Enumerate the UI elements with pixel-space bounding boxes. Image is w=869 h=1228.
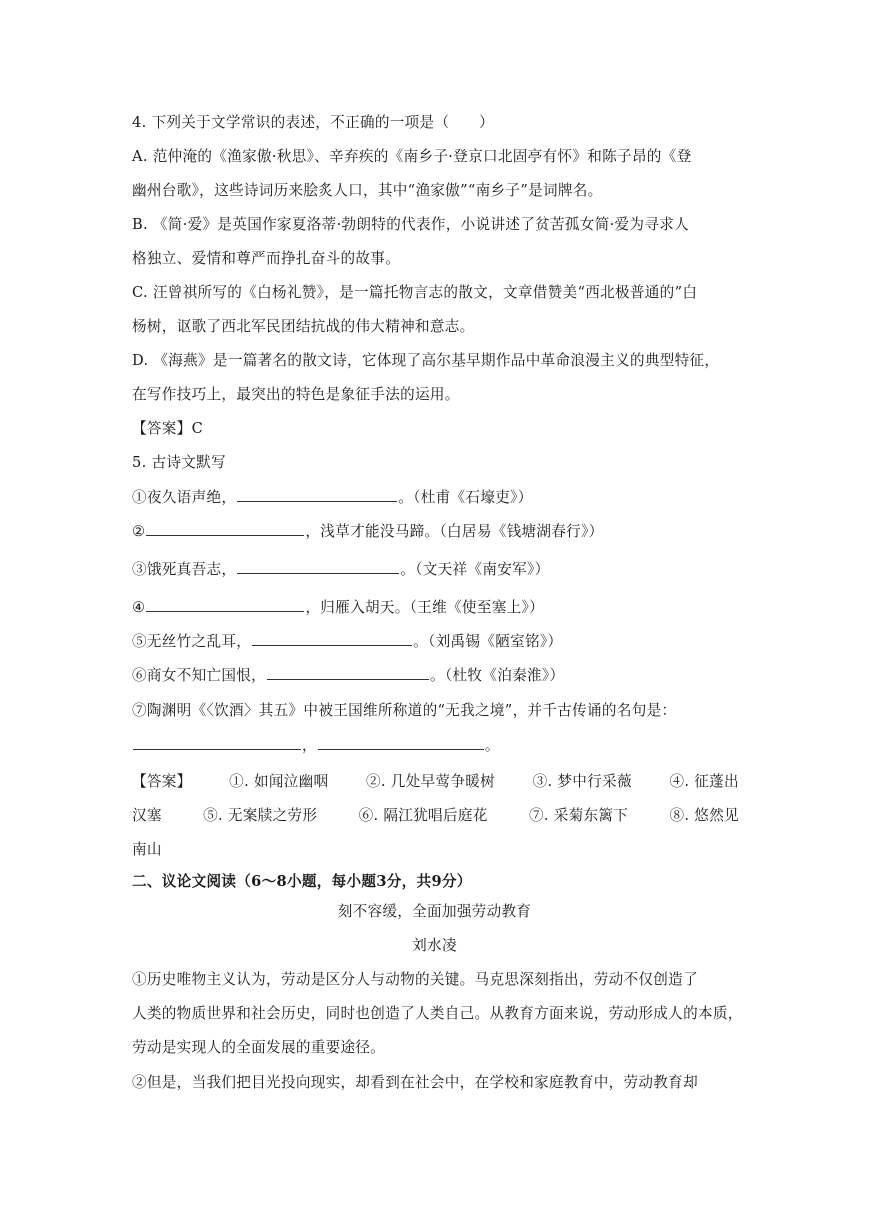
section-heading: 二、议论文阅读（6～8小题，每小题3分，共9分） — [132, 873, 472, 890]
q5-item-4-prefix: ④ — [132, 599, 146, 616]
q4-option-d-line2: 在写作技巧上，最突出的特色是象征手法的运用。 — [132, 386, 460, 403]
q5-item-4-blank[interactable] — [146, 597, 304, 612]
q5-item-4-suffix: ，归雁入胡天。（王维《使至塞上》） — [305, 599, 544, 616]
q5-answer-4-part1: ④. 征蓬出 — [669, 773, 739, 790]
q5-item-6 — [132, 665, 752, 686]
q5-item-5-blank[interactable] — [252, 631, 412, 646]
article-p1-line2: 人类的物质世界和社会历史，同时也创造了人类自己。从教育方面来说，劳动形成人的本质， — [132, 1005, 743, 1022]
q5-stem: 5. 古诗文默写 — [132, 454, 226, 471]
q5-answer-4-part2: 汉塞 — [132, 807, 162, 824]
q5-item-5 — [132, 631, 752, 652]
q4-option-c-line1: C. 汪曾祺所写的《白杨礼赞》，是一篇托物言志的散文，文章借赞美“西北极普通的”白 — [132, 284, 698, 301]
q5-answer-3: ③. 梦中行采薇 — [532, 773, 632, 790]
q5-item-7-blank-2[interactable] — [318, 735, 484, 750]
q5-item-6-prefix: ⑥商女不知亡国恨， — [132, 667, 267, 684]
q4-stem: 4. 下列关于文学常识的表述，不正确的一项是（ ） — [132, 114, 495, 131]
q5-item-5-suffix: 。（刘禹锡《陋室铭》） — [413, 633, 563, 650]
q4-option-a-line2: 幽州台歌》，这些诗词历来脍炙人口，其中“渔家傲”“南乡子”是词牌名。 — [132, 182, 603, 199]
q5-item-6-blank[interactable] — [267, 665, 429, 680]
q4-option-b-line2: 格独立、爱情和尊严而挣扎奋斗的故事。 — [132, 250, 401, 267]
q5-answer-row-3: 南山 — [132, 841, 162, 858]
q4-option-d-line1: D. 《海燕》是一篇著名的散文诗，它体现了高尔基早期作品中革命浪漫主义的典型特征， — [132, 352, 720, 369]
q5-item-1 — [132, 487, 752, 508]
q5-answer-row-2 — [132, 806, 739, 826]
q5-item-7-blank-1[interactable] — [133, 735, 301, 750]
q5-item-2-suffix: ，浅草才能没马蹄。（白居易《钱塘湖春行》） — [305, 523, 604, 540]
q5-item-3-suffix: 。（文天祥《南安军》） — [400, 561, 550, 578]
q5-item-3-prefix: ③饿死真吾志， — [132, 561, 237, 578]
q4-answer: 【答案】C — [132, 420, 204, 437]
q5-item-1-suffix: 。（杜甫《石壕吏》） — [398, 489, 533, 506]
q5-answer-1: ①. 如闻泣幽咽 — [229, 773, 329, 790]
article-title: 刻不容缓，全面加强劳动教育 — [337, 903, 532, 920]
q5-item-2-blank[interactable] — [146, 521, 304, 536]
article-author: 刘水凌 — [412, 937, 457, 954]
q5-item-2-prefix: ② — [132, 523, 146, 540]
q5-answer-5: ⑤. 无案牍之劳形 — [203, 807, 318, 824]
q5-item-3-blank[interactable] — [237, 559, 399, 574]
q5-answer-7: ⑦. 采菊东篱下 — [528, 807, 629, 824]
q5-item-6-suffix: 。（杜牧《泊秦淮》） — [430, 667, 565, 684]
q5-item-7-blanks — [132, 735, 752, 756]
q4-option-a-line1: A. 范仲淹的《渔家傲·秋思》、辛弃疾的《南乡子·登京口北固亭有怀》和陈子昂的《登 — [132, 148, 692, 165]
article-p1-line1: ①历史唯物主义认为，劳动是区分人与动物的关键。马克思深刻指出，劳动不仅创造了 — [132, 971, 698, 988]
q5-item-7-end: 。 — [484, 737, 500, 754]
q5-item-1-blank[interactable] — [237, 487, 397, 502]
article-p1-line3: 劳动是实现人的全面发展的重要途径。 — [132, 1039, 386, 1056]
q4-option-b-line1: B. 《简·爱》是英国作家夏洛蒂·勃朗特的代表作，小说讲述了贫苦孤女简·爱为寻求人 — [132, 216, 690, 233]
q5-item-7: ⑦陶渊明《〈饮酒〉其五》中被王国维所称道的“无我之境”，并千古传诵的名句是： — [132, 702, 677, 719]
q5-item-2 — [132, 521, 752, 542]
q5-answer-6: ⑥. 隔江犹唱后庭花 — [358, 807, 488, 824]
q5-answer-label: 【答案】 — [132, 773, 192, 790]
q5-answer-row-1 — [132, 772, 739, 792]
q5-item-7-separator: ， — [302, 737, 317, 754]
q5-item-1-prefix: ①夜久语声绝， — [132, 489, 237, 506]
q5-item-4 — [132, 597, 752, 618]
article-p2-line1: ②但是，当我们把目光投向现实，却看到在社会中，在学校和家庭教育中，劳动教育却 — [132, 1074, 698, 1091]
q5-answer-2: ②. 几处早莺争暖树 — [366, 773, 496, 790]
q5-answer-8-part1: ⑧. 悠然见 — [669, 807, 739, 824]
q5-item-5-prefix: ⑤无丝竹之乱耳， — [132, 633, 252, 650]
q5-item-3 — [132, 559, 752, 580]
q4-option-c-line2: 杨树，讴歌了西北军民团结抗战的伟大精神和意志。 — [132, 318, 475, 335]
